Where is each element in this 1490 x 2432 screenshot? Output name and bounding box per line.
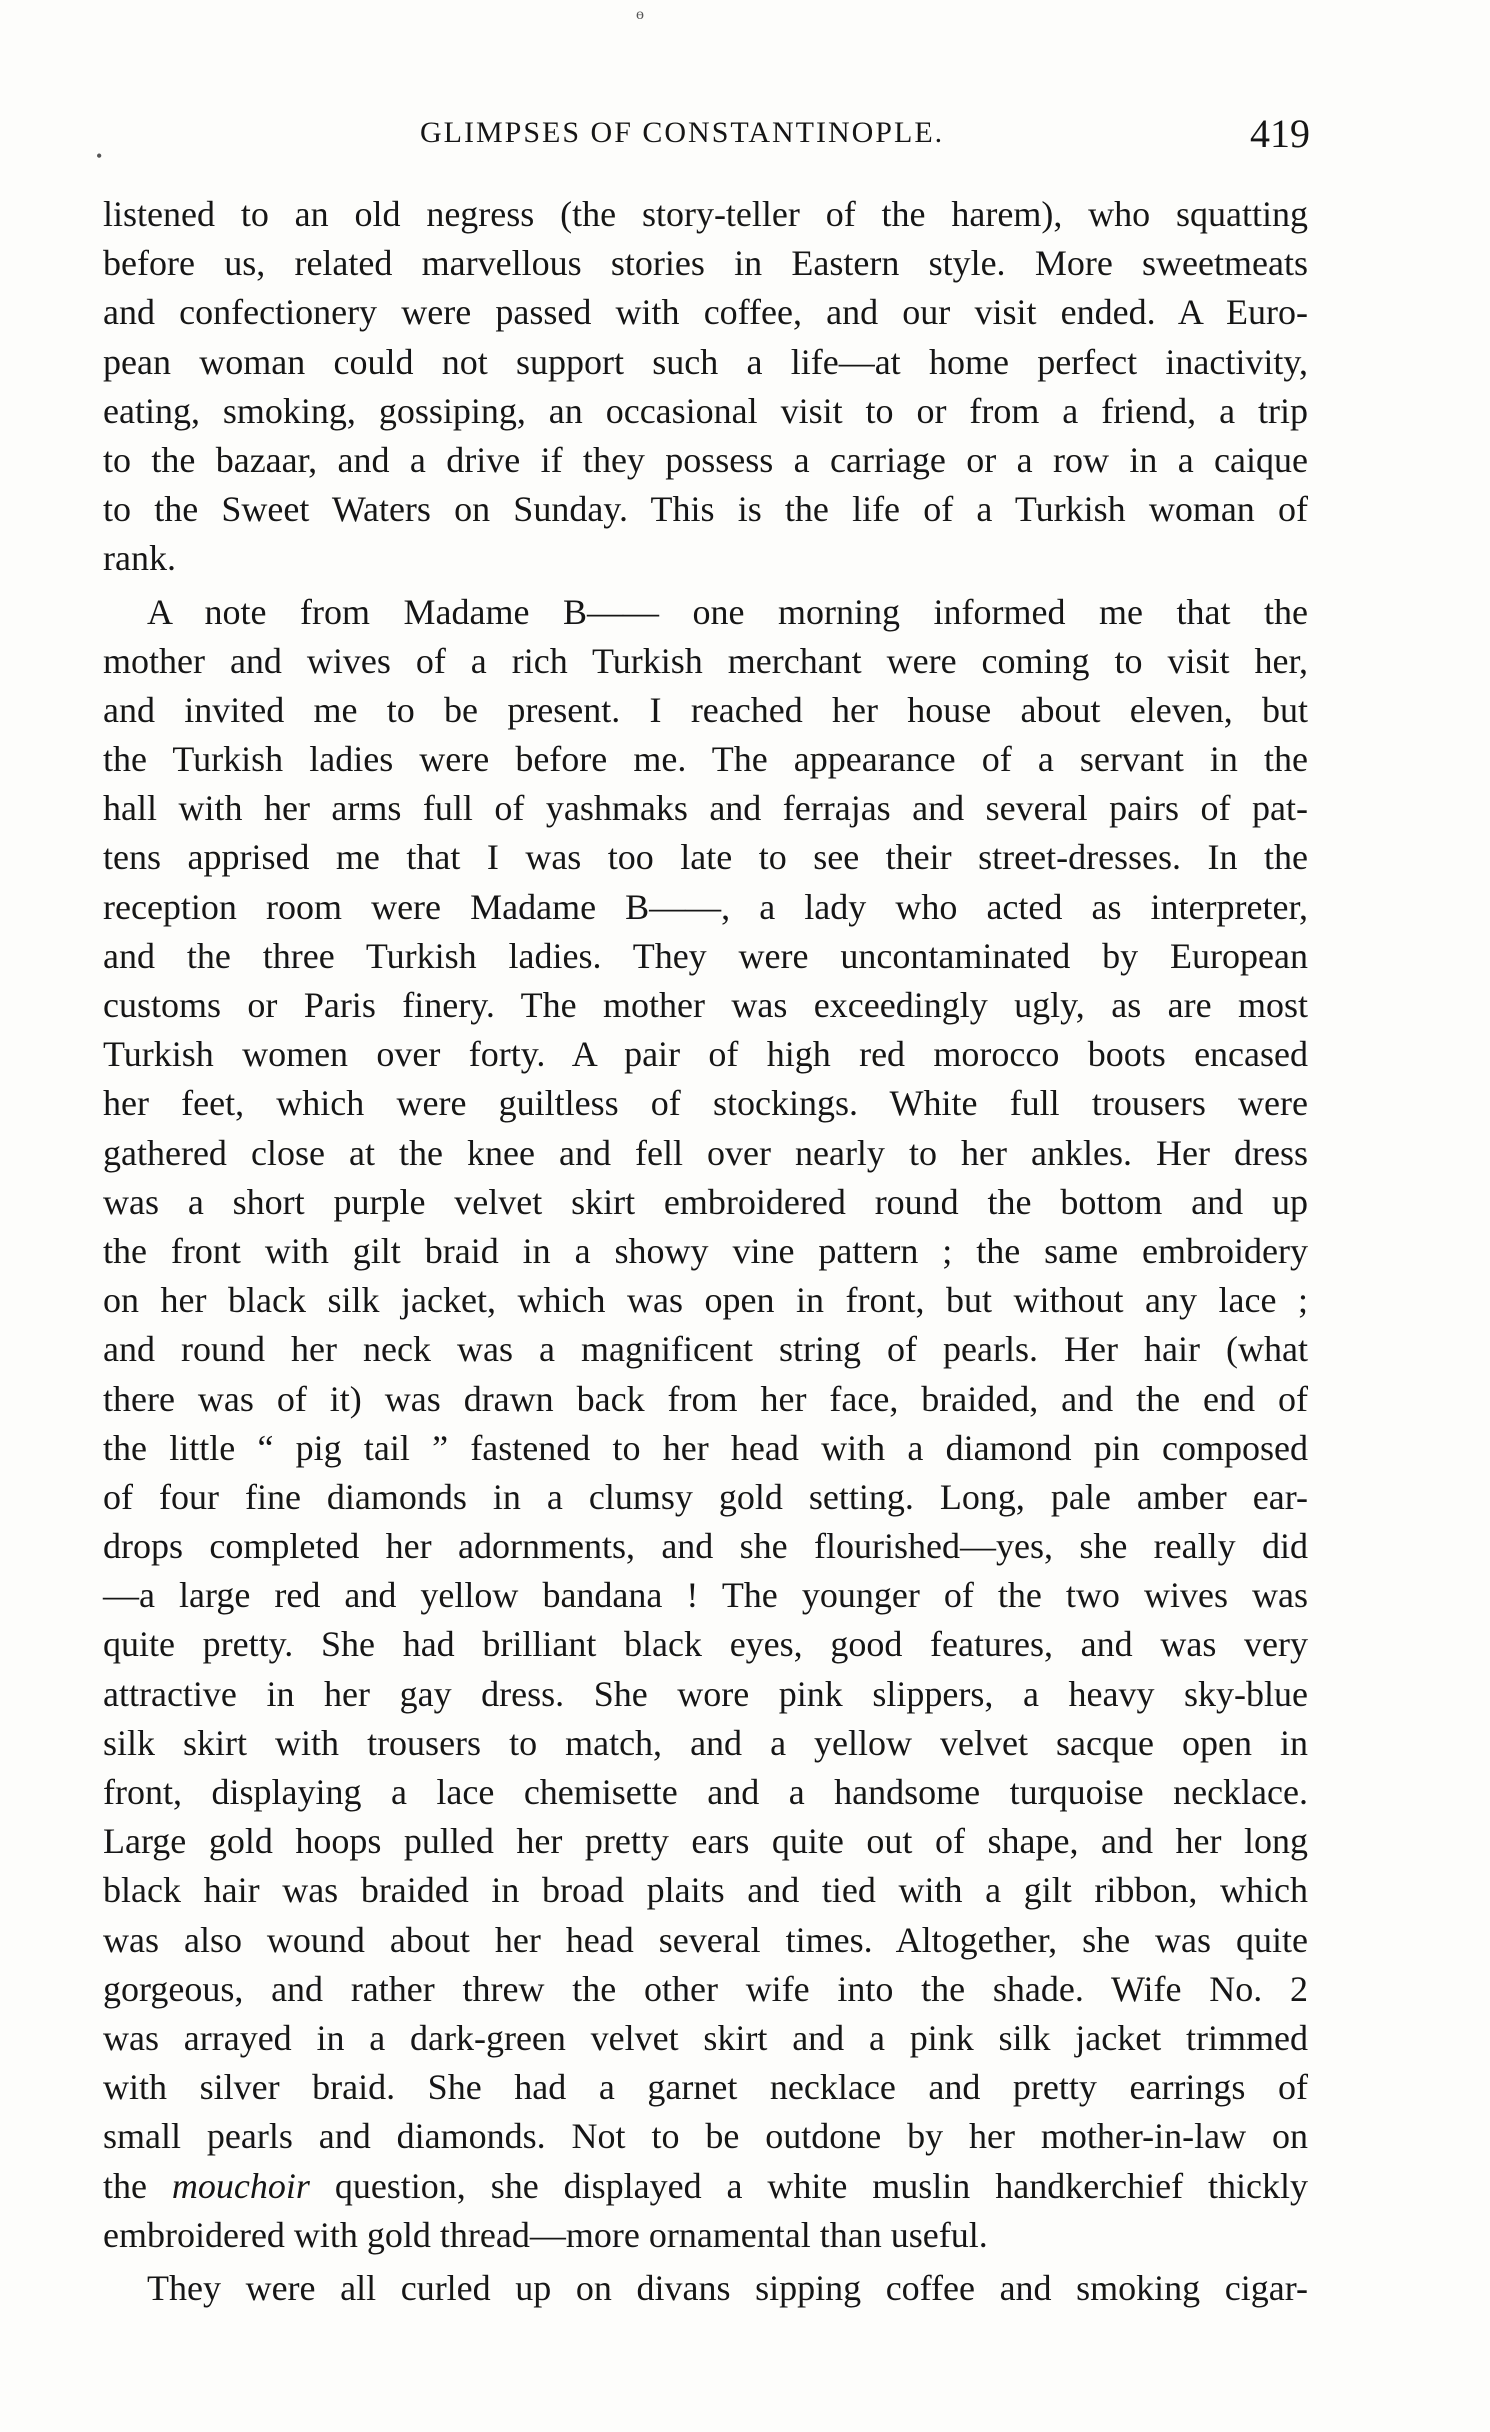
text-line: —a large red and yellow bandana ! The younger of the two wives was [103, 1575, 1308, 1616]
text-line: and confectionery were passed with coffee, and our visit ended. A Euro- [103, 292, 1308, 333]
text-line: eating, smoking, gossiping, an occasional visit to or from a friend, a trip [103, 390, 1308, 431]
text-line: drops completed her adornments, and she flourished—yes, she really did [103, 1526, 1308, 1567]
text-line: on her black silk jacket, which was open in front, but without any lace ; [103, 1280, 1308, 1321]
text-line: A note from Madame B—— one morning informed me that the [147, 591, 1308, 632]
text-line: and invited me to be present. I reached her house about eleven, but [103, 689, 1308, 730]
text-line: mother and wives of a rich Turkish merchant were coming to visit her, [103, 640, 1308, 681]
page-header [100, 110, 1310, 170]
text-line: to the bazaar, and a drive if they possess a carriage or a row in a caique [103, 439, 1308, 480]
margin-dot: • [96, 146, 103, 166]
text-line: pean woman could not support such a life—at home perfect inactivity, [103, 341, 1308, 382]
text-line: the mouchoir question, she displayed a white muslin handkerchief thickly [103, 2165, 1309, 2206]
text-line: was also wound about her head several times. Altogether, she was quite [103, 1919, 1308, 1960]
text-line: customs or Paris finery. The mother was exceedingly ugly, as are most [103, 985, 1308, 1025]
text-line: They were all curled up on divans sipping coffee and smoking cigar- [147, 2267, 1308, 2308]
text-line: the front with gilt braid in a showy vine pattern ; the same embroidery [103, 1230, 1308, 1271]
text-line: attractive in her gay dress. She wore pink slippers, a heavy sky-blue [103, 1673, 1308, 1714]
text-line: black hair was braided in broad plaits and tied with a gilt ribbon, which [103, 1870, 1308, 1911]
text-line: hall with her arms full of yashmaks and ferrajas and several pairs of pat- [103, 788, 1308, 829]
text-line: front, displaying a lace chemisette and a handsome turquoise necklace. [103, 1772, 1308, 1812]
text-line: reception room were Madame B——, a lady who acted as interpreter, [103, 886, 1308, 927]
italic-word: mouchoir [171, 2165, 310, 2206]
text-line: the little “ pig tail ” fastened to her head with a diamond pin composed [103, 1427, 1308, 1468]
text-line: rank. [103, 538, 176, 579]
text-line: Turkish women over forty. A pair of high red morocco boots encased [103, 1034, 1308, 1075]
text-line: small pearls and diamonds. Not to be outdone by her mother-in-law on [103, 2116, 1308, 2157]
text-line: and the three Turkish ladies. They were uncontaminated by European [103, 935, 1308, 976]
text-line: was a short purple velvet skirt embroidered round the bottom and up [103, 1181, 1308, 1222]
page-number: 419 [1250, 111, 1310, 156]
top-mark: ɵ [636, 6, 644, 23]
text-line: the Turkish ladies were before me. The appearance of a servant in the [103, 739, 1308, 780]
text-line: of four fine diamonds in a clumsy gold setting. Long, pale amber ear- [103, 1476, 1308, 1517]
text-line: with silver braid. She had a garnet necklace and pretty earrings of [103, 2067, 1308, 2108]
text-line: embroidered with gold thread—more ornamental than useful. [103, 2214, 988, 2255]
text-line: before us, related marvellous stories in Eastern style. More sweetmeats [103, 243, 1308, 284]
text-line: quite pretty. She had brilliant black eyes, good features, and was very [103, 1624, 1308, 1665]
text-line: and round her neck was a magnificent string of pearls. Her hair (what [103, 1329, 1308, 1370]
text-line: gorgeous, and rather threw the other wife into the shade. Wife No. 2 [103, 1968, 1308, 2009]
text-line: there was of it) was drawn back from her face, braided, and the end of [103, 1378, 1308, 1419]
text-line: listened to an old negress (the story-teller of the harem), who squatting [103, 194, 1308, 234]
text-line: tens apprised me that I was too late to see their street-dresses. In the [103, 837, 1308, 878]
text-line: her feet, which were guiltless of stockings. White full trousers were [103, 1083, 1308, 1124]
text-line: silk skirt with trousers to match, and a yellow velvet sacque open in [103, 1722, 1308, 1763]
body-text [103, 190, 1308, 2313]
text-line: Large gold hoops pulled her pretty ears quite out of shape, and her long [103, 1821, 1308, 1862]
running-title: GLIMPSES OF CONSTANTINOPLE. [420, 116, 945, 149]
text-line: to the Sweet Waters on Sunday. This is the life of a Turkish woman of [103, 489, 1308, 530]
text-line: gathered close at the knee and fell over nearly to her ankles. Her dress [103, 1132, 1308, 1173]
text-line: was arrayed in a dark-green velvet skirt and a pink silk jacket trimmed [103, 2017, 1308, 2058]
